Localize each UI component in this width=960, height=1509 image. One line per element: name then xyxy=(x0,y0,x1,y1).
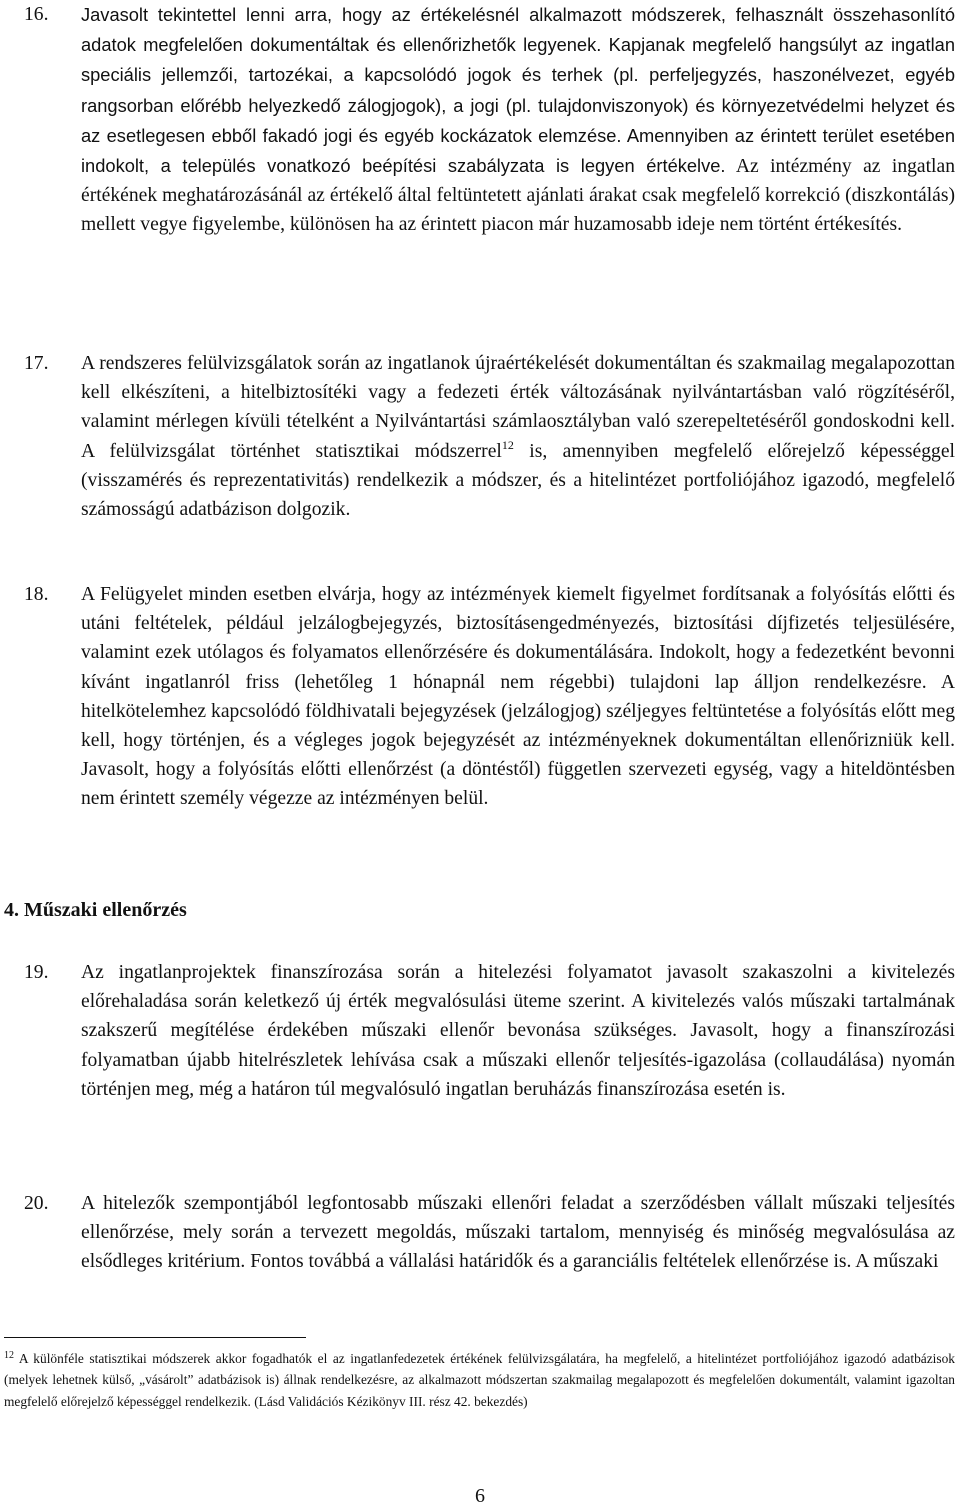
footnote-number: 12 xyxy=(4,1350,14,1361)
paragraph-17 xyxy=(24,349,955,524)
paragraph-text-part: is, amennyiben megfelelő előrejelző képességgel (visszamérés és reprezentativitás) rendelkezik a módszer, és a hitelintézet portfoliójához igazodó, megfelelő számosságú adatbázison dolgozik. xyxy=(81,440,955,521)
paragraph-text: Az ingatlanprojektek finanszírozása során a hitelezési folyamatot javasolt szakaszolni a kivitelezés előrehaladása során keletkező új érték megvalósulási üteme szerint. A kivitelezés valós műszaki tartalmának szakszerű megítélése érdekében műszaki ellenőr bevonása szükséges. Javasolt, hogy a finanszírozási folyamatban újabb hitelrészletek lehívása csak a műszaki ellenőr teljesítés-igazolása (collaudálása) nyomán történjen meg, még a határon túl megvalósuló ingatlan beruházás finanszírozása esetén is. xyxy=(81,962,955,1100)
footnote-text: A különféle statisztikai módszerek akkor fogadhatók el az ingatlanfedezetek értékének felülvizsgálatára, ha megfelelő, a hitelintézet portfoliójához igazodó adatbázisok (melyek lehetnek külső, „vásárolt” adatbázisok is) állnak rendelkezésre, az alkalmazott módszertan szakmailag megalapozott és megfelelően dokumentált, valamint igazoltan megfelelő előrejelző képességgel rendelkezik. (Lásd Validációs Kézikönyv III. rész 42. bekezdés) xyxy=(4,1351,955,1409)
paragraph-16 xyxy=(24,0,955,240)
footnote-reference[interactable]: 12 xyxy=(501,437,514,452)
paragraph-number: 17. xyxy=(24,353,49,374)
paragraph-text xyxy=(81,0,955,240)
paragraph-number: 16. xyxy=(24,4,49,25)
section-heading: 4. Műszaki ellenőrzés xyxy=(4,899,187,921)
paragraph-text: A hitelezők szempontjából legfontosabb műszaki ellenőri feladat a szerződésben vállalt műszaki teljesítés ellenőrzése, mely során a tervezett megoldás, műszaki tartalom, mennyiség és minőség megvalósulása az elsődleges kritérium. Fontos továbbá a vállalási határidők és a garanciális feltételek ellenőrzése is. A műszaki xyxy=(81,1193,955,1273)
paragraph-20 xyxy=(24,1189,955,1277)
paragraph-text: A Felügyelet minden esetben elvárja, hogy az intézmények kiemelt figyelmet fordítsanak a folyósítás előtti és utáni feltételek, például jelzálogbejegyzés, biztosításengedményezés, biztosítási díjfizetés teljesülésére, valamint ezek utólagos és folyamatos ellenőrzésére és dokumentálására. Indokolt, hogy a fedezetként bevonni kívánt ingatlanról friss (lehetőleg 1 hónapnál nem régebbi) tulajdoni lap álljon rendelkezésre. A hitelkötelemhez kapcsolódó földhivatali bejegyzések (jelzálogjog) széljegyes feltüntetése a folyósítás előtt meg kell, hogy történjen, és a végleges jogok bejegyzését az intézményeknek dokumentáltan ellenőrizniük kell. Javasolt, hogy a folyósítás előtti ellenőrzést (a döntéstől) független szervezeti egység, vagy a hiteldöntésben nem érintett személy végezze az intézményen belül. xyxy=(81,584,955,810)
paragraph-number: 19. xyxy=(24,962,49,983)
paragraph-text xyxy=(81,349,955,524)
paragraph-number: 20. xyxy=(24,1193,49,1214)
paragraph-text-part: A rendszeres felülvizsgálatok során az ingatlanok újraértékelését dokumentáltan és szakmailag megalapozottan kell elkészíteni, a hitelbiztosítéki vagy a fedezeti érték változásának nyilvántartásban való rögzítéséről, valamint mérlegen kívüli tételként a Nyilvántartási számlaosztályban való szerepeltetéséről gondoskodni kell. A felülvizsgálat történhet statisztikai módszerrel xyxy=(81,353,955,462)
paragraph-number: 18. xyxy=(24,584,49,605)
paragraph-text-part: Javasolt tekintettel lenni arra, hogy az értékelésnél alkalmazott módszerek, felhasznált összehasonlító adatok megfelelően dokumentáltak és ellenőrizhetők legyenek. Kapjanak megfelelő hangsúlyt az ingatlan speciális jellemzői, tartozékai, a kapcsolódó jogok és terhek (pl. perfeljegyzés, haszonélvezet, egyéb rangsorban előrébb helyezkedő zálogjogok), a jogi (pl. tulajdonviszonyok) és környezetvédelmi helyzet és az esetlegesen ebből fakadó jogi és egyéb kockázatok elemzése. Amennyiben az érintett terület esetében indokolt, a település vonatkozó beépítési szabályzata is legyen értékelve. xyxy=(81,4,955,177)
paragraph-text-part: Az intézmény az ingatlan értékének meghatározásánál az értékelő által feltüntetett ajánlati árakat csak megfelelő korrekció (diszkontálás) mellett vegye figyelembe, különösen ha az érintett piacon már huzamosabb ideje nem történt értékesítés. xyxy=(81,156,955,236)
page-number: 6 xyxy=(475,1485,485,1507)
footnote xyxy=(4,1348,955,1412)
paragraph-19 xyxy=(24,958,955,1104)
paragraph-18 xyxy=(24,580,955,814)
footnote-separator xyxy=(4,1337,306,1338)
